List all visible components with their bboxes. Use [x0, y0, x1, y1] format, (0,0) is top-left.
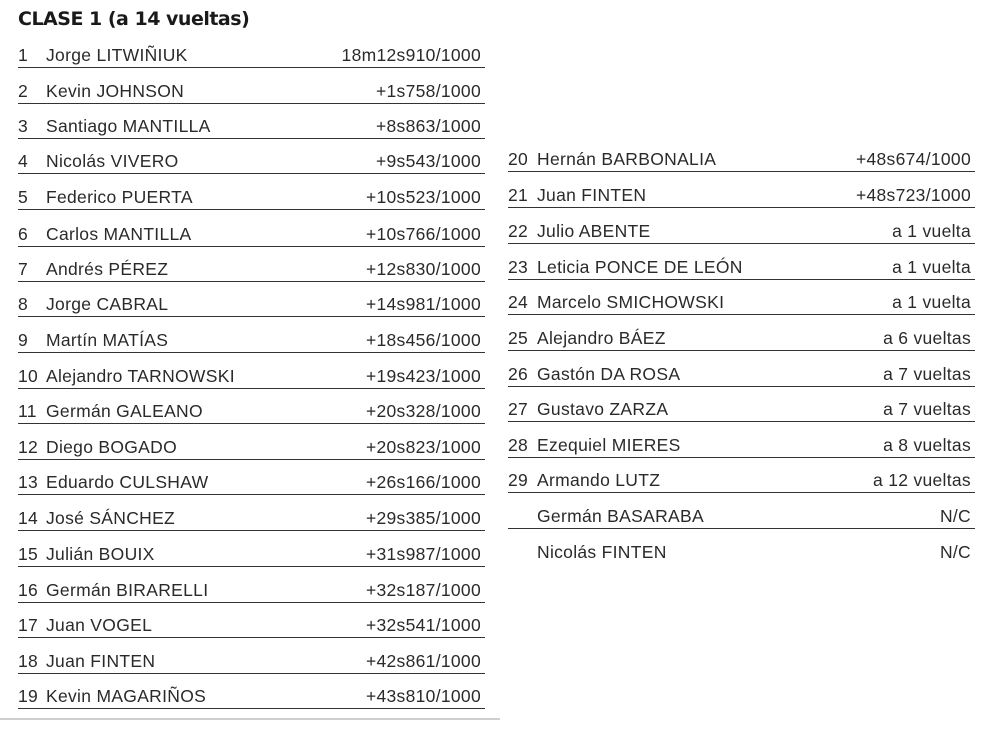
race-time: +8s863/1000	[376, 116, 481, 136]
driver-name: Martín MATÍAS	[46, 330, 169, 350]
position-number: 10	[18, 366, 39, 386]
position-number: 9	[18, 330, 29, 350]
race-time: +10s523/1000	[365, 187, 481, 207]
driver-name: Jorge CABRAL	[46, 294, 169, 314]
position-number: 14	[18, 508, 39, 528]
race-time: +20s328/1000	[365, 401, 481, 421]
race-time: +32s541/1000	[365, 615, 481, 635]
driver-name: Marcelo SMICHOWSKI	[537, 292, 725, 312]
race-time: +14s981/1000	[365, 294, 481, 314]
driver-name: Juan FINTEN	[537, 185, 647, 205]
race-time: +32s187/1000	[365, 580, 481, 600]
table-row	[508, 258, 975, 280]
position-number: 15	[18, 544, 39, 564]
table-row	[508, 507, 975, 529]
race-time: +9s543/1000	[376, 151, 481, 171]
table-row	[508, 471, 975, 493]
driver-name: Gastón DA ROSA	[537, 364, 681, 384]
driver-name: Kevin MAGARIÑOS	[46, 686, 207, 706]
driver-name: Juan VOGEL	[46, 615, 153, 635]
table-row	[18, 616, 485, 638]
driver-name: Diego BOGADO	[46, 437, 178, 457]
driver-name: Kevin JOHNSON	[46, 81, 185, 101]
table-row	[18, 82, 485, 104]
table-row	[18, 473, 485, 495]
table-row	[18, 331, 485, 353]
table-row	[508, 293, 975, 315]
race-time: a 7 vueltas	[883, 364, 971, 384]
race-time: +26s166/1000	[365, 472, 481, 492]
position-number: 1	[18, 45, 29, 65]
race-time: +19s423/1000	[365, 366, 481, 386]
position-number: 17	[18, 615, 39, 635]
position-number: 27	[508, 399, 529, 419]
position-number: 8	[18, 294, 29, 314]
position-number: 24	[508, 292, 529, 312]
driver-name: Julián BOUIX	[46, 544, 155, 564]
position-number: 3	[18, 116, 29, 136]
table-row	[18, 295, 485, 317]
race-time: +18s456/1000	[365, 330, 481, 350]
race-time: +29s385/1000	[365, 508, 481, 528]
driver-name: José SÁNCHEZ	[46, 508, 176, 528]
position-number: 4	[18, 151, 29, 171]
table-row	[18, 509, 485, 531]
driver-name: Julio ABENTE	[537, 221, 651, 241]
race-time: +12s830/1000	[365, 259, 481, 279]
position-number: 16	[18, 580, 39, 600]
page-title: CLASE 1 (a 14 vueltas)	[18, 8, 250, 30]
race-time: +48s674/1000	[855, 149, 971, 169]
race-time: 18m12s910/1000	[341, 45, 481, 65]
position-number: 19	[18, 686, 39, 706]
driver-name: Hernán BARBONALIA	[537, 149, 717, 169]
position-number: 21	[508, 185, 529, 205]
driver-name: Santiago MANTILLA	[46, 116, 211, 136]
table-row	[508, 329, 975, 351]
driver-name: Carlos MANTILLA	[46, 224, 192, 244]
position-number: 6	[18, 224, 29, 244]
driver-name: Germán BASARABA	[537, 506, 704, 526]
race-time: a 1 vuelta	[892, 292, 971, 312]
driver-name: Leticia PONCE DE LEÓN	[537, 257, 743, 277]
race-time: +31s987/1000	[365, 544, 481, 564]
driver-name: Ezequiel MIERES	[537, 435, 681, 455]
race-time: a 1 vuelta	[892, 221, 971, 241]
table-row	[18, 46, 485, 68]
table-row	[18, 260, 485, 282]
position-number: 2	[18, 81, 29, 101]
position-number: 25	[508, 328, 529, 348]
race-time: +1s758/1000	[376, 81, 481, 101]
race-time: N/C	[939, 506, 971, 526]
table-row	[508, 186, 975, 208]
position-number: 29	[508, 470, 529, 490]
table-row	[18, 687, 485, 709]
bottom-divider	[0, 718, 500, 720]
position-number: 13	[18, 472, 39, 492]
position-number: 7	[18, 259, 29, 279]
table-row	[18, 152, 485, 174]
table-row	[508, 436, 975, 458]
driver-name: Nicolás FINTEN	[537, 542, 667, 562]
table-row	[18, 581, 485, 603]
driver-name: Andrés PÉREZ	[46, 259, 169, 279]
race-time: +10s766/1000	[365, 224, 481, 244]
driver-name: Nicolás VIVERO	[46, 151, 179, 171]
table-row	[508, 222, 975, 244]
race-time: a 6 vueltas	[883, 328, 971, 348]
driver-name: Germán BIRARELLI	[46, 580, 209, 600]
position-number: 20	[508, 149, 529, 169]
race-time: +43s810/1000	[365, 686, 481, 706]
table-row	[508, 400, 975, 422]
table-row	[18, 652, 485, 674]
table-row	[508, 150, 975, 172]
driver-name: Gustavo ZARZA	[537, 399, 669, 419]
position-number: 11	[18, 401, 37, 421]
position-number: 22	[508, 221, 529, 241]
table-row	[508, 365, 975, 387]
table-row	[18, 367, 485, 389]
race-time: +42s861/1000	[365, 651, 481, 671]
table-row	[508, 542, 975, 564]
race-time: a 12 vueltas	[873, 470, 971, 490]
driver-name: Jorge LITWIÑIUK	[46, 45, 188, 65]
driver-name: Armando LUTZ	[537, 470, 661, 490]
race-time: +48s723/1000	[855, 185, 971, 205]
race-time: a 7 vueltas	[883, 399, 971, 419]
table-row	[18, 188, 485, 210]
position-number: 26	[508, 364, 529, 384]
driver-name: Federico PUERTA	[46, 187, 193, 207]
table-row	[18, 438, 485, 460]
table-row	[18, 225, 485, 247]
driver-name: Germán GALEANO	[46, 401, 203, 421]
driver-name: Juan FINTEN	[46, 651, 156, 671]
table-row	[18, 402, 485, 424]
driver-name: Alejandro BÁEZ	[537, 328, 666, 348]
table-row	[18, 545, 485, 567]
position-number: 23	[508, 257, 529, 277]
driver-name: Alejandro TARNOWSKI	[46, 366, 235, 386]
table-row	[18, 117, 485, 139]
position-number: 12	[18, 437, 39, 457]
position-number: 28	[508, 435, 529, 455]
race-time: +20s823/1000	[365, 437, 481, 457]
race-time: a 1 vuelta	[892, 257, 971, 277]
position-number: 18	[18, 651, 39, 671]
race-time: N/C	[939, 542, 971, 562]
race-time: a 8 vueltas	[883, 435, 971, 455]
driver-name: Eduardo CULSHAW	[46, 472, 209, 492]
position-number: 5	[18, 187, 29, 207]
